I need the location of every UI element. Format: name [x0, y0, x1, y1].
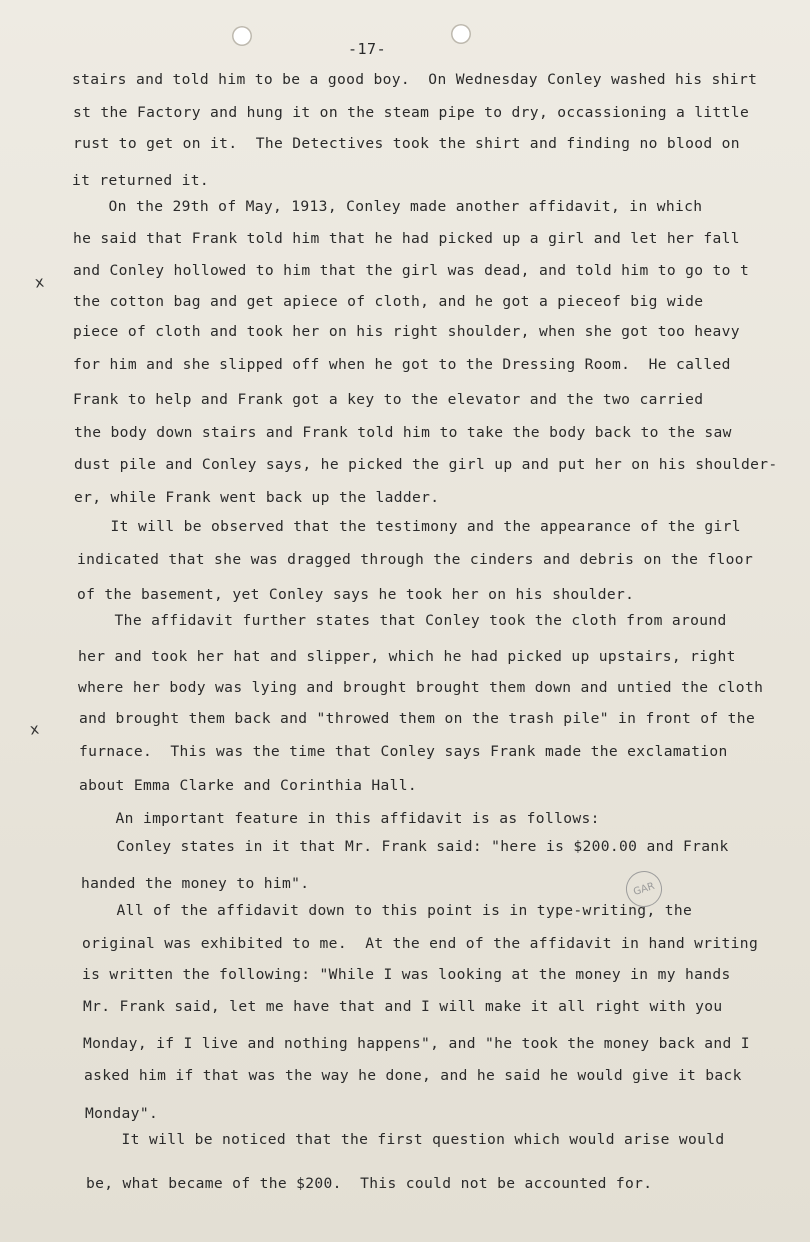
text-line: stairs and told him to be a good boy. On Wednesday Conley washed his shirt — [72, 71, 758, 88]
text-line: All of the affidavit down to this point is in type-writing, the — [80, 902, 693, 919]
margin-x-mark: x — [33, 272, 46, 292]
punch-hole-left — [232, 26, 252, 46]
page-number: -17- — [348, 40, 387, 58]
text-line: indicated that she was dragged through the cinders and debris on the floor — [77, 551, 754, 568]
text-line: her and took her hat and slipper, which he had picked up upstairs, right — [78, 648, 736, 665]
text-line: dust pile and Conley says, he picked the girl up and put her on his shoulder- — [74, 456, 778, 473]
text-line: about Emma Clarke and Corinthia Hall. — [79, 777, 418, 794]
text-line: is written the following: "While I was looking at the money in my hands — [82, 966, 731, 983]
text-line: It will be noticed that the first question which would arise would — [85, 1131, 725, 1148]
punch-hole-right — [451, 24, 471, 44]
text-line: for him and she slipped off when he got to the Dressing Room. He called — [73, 356, 731, 373]
text-line: and brought them back and "throwed them on the trash pile" in front of the — [79, 710, 756, 727]
ink-stamp: GAR — [621, 866, 666, 911]
text-line: Monday". — [85, 1105, 159, 1122]
text-line: st the Factory and hung it on the steam pipe to dry, occassioning a little — [73, 104, 750, 121]
text-line: asked him if that was the way he done, and he said he would give it back — [84, 1067, 742, 1084]
text-line: be, what became of the $200. This could not be accounted for. — [86, 1175, 653, 1192]
text-line: original was exhibited to me. At the end of the affidavit in hand writing — [82, 935, 759, 952]
text-line: the cotton bag and get apiece of cloth, and he got a pieceof big wide — [73, 293, 704, 310]
text-line: An important feature in this affidavit is as follows: — [79, 810, 600, 827]
text-line: Monday, if I live and nothing happens", and "he took the money back and I — [83, 1035, 750, 1052]
text-line: It will be observed that the testimony and the appearance of the girl — [74, 518, 741, 535]
text-line: he said that Frank told him that he had picked up a girl and let her fall — [73, 230, 740, 247]
text-line: piece of cloth and took her on his right shoulder, when she got too heavy — [73, 323, 740, 340]
text-line: rust to get on it. The Detectives took the shirt and finding no blood on — [73, 135, 740, 152]
text-line: Mr. Frank said, let me have that and I will make it all right with you — [83, 998, 723, 1015]
text-line: where her body was lying and brought brought them down and untied the cloth — [78, 679, 764, 696]
text-line: er, while Frank went back up the ladder. — [74, 489, 440, 506]
text-line: The affidavit further states that Conley took the cloth from around — [78, 612, 727, 629]
text-line: Frank to help and Frank got a key to the elevator and the two carried — [73, 391, 704, 408]
text-line: and Conley hollowed to him that the girl was dead, and told him to go to t — [73, 262, 750, 279]
text-line: the body down stairs and Frank told him to take the body back to the saw — [74, 424, 732, 441]
text-line: On the 29th of May, 1913, Conley made another affidavit, in which — [72, 198, 703, 215]
text-line: handed the money to him". — [81, 875, 310, 892]
text-line: Conley states in it that Mr. Frank said: "here is $200.00 and Frank — [80, 838, 729, 855]
text-line: it returned it. — [72, 172, 210, 189]
margin-x-mark: x — [28, 719, 41, 739]
text-line: of the basement, yet Conley says he took her on his shoulder. — [77, 586, 635, 603]
text-line: furnace. This was the time that Conley says Frank made the exclamation — [79, 743, 728, 760]
